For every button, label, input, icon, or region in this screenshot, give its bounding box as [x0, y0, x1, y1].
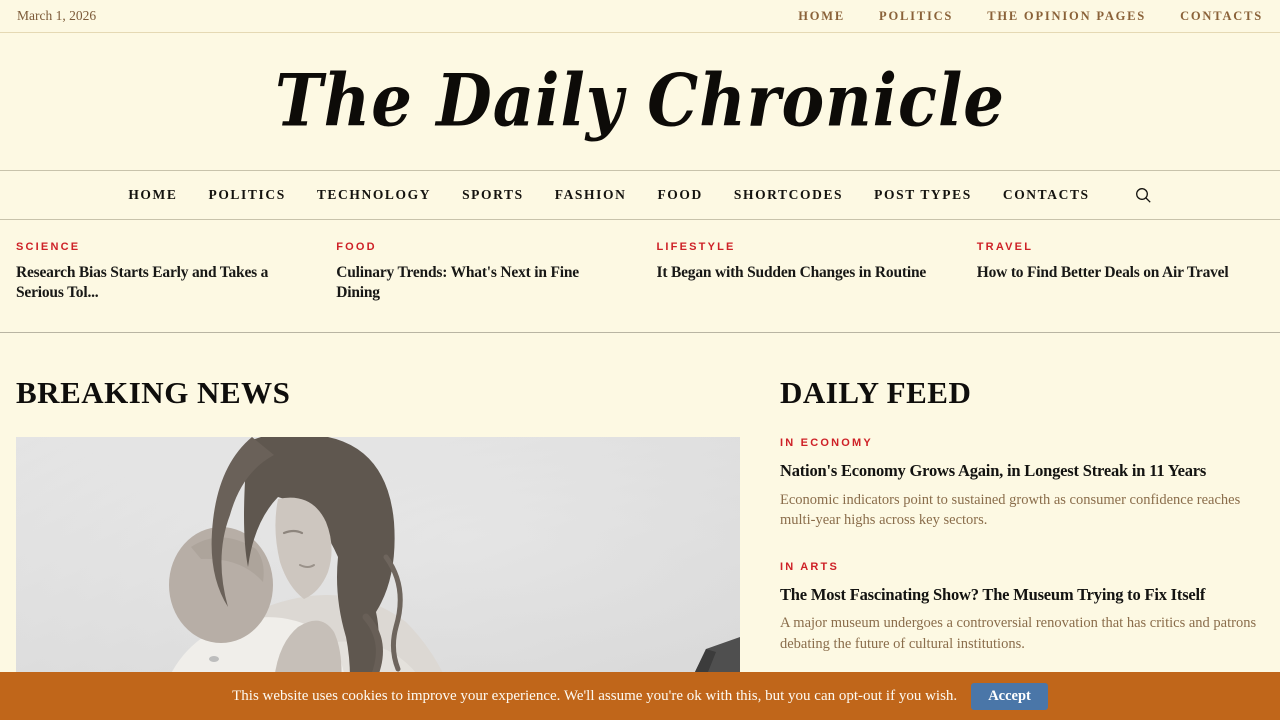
feed-category[interactable]: IN ARTS — [780, 560, 839, 573]
feed-excerpt: Economic indicators point to sustained growth as consumer confidence reaches multi-year highs across key sectors. — [780, 491, 1241, 529]
nav-item-fashion[interactable]: FASHION — [554, 187, 627, 202]
teaser-food — [336, 241, 623, 332]
nav-item-shortcodes[interactable]: SHORTCODES — [733, 187, 844, 202]
teaser-headline[interactable]: Research Bias Starts Early and Takes a Serious Tol... — [16, 264, 269, 301]
feed-item-arts — [780, 561, 1264, 655]
teaser-headline[interactable]: Culinary Trends: What's Next in Fine Dining — [336, 264, 579, 301]
nav-item-food[interactable]: FOOD — [657, 187, 703, 202]
site-logo-title[interactable]: The Daily Chronicle — [275, 59, 1005, 144]
daily-feed-list — [780, 437, 1264, 655]
teaser-category[interactable]: LIFESTYLE — [656, 241, 736, 253]
cookie-message: This website uses cookies to improve your experience. We'll assume you're ok with this, but you can opt-out if you wish. — [232, 687, 958, 704]
accept-cookies-button[interactable]: Accept — [971, 683, 1048, 710]
teaser-lifestyle — [657, 241, 944, 332]
daily-feed-section — [780, 375, 1264, 720]
current-date: March 1, 2026 — [17, 8, 97, 23]
secondary-nav — [798, 9, 1263, 24]
cookie-consent-bar — [0, 672, 1280, 720]
feed-headline[interactable]: Nation's Economy Grows Again, in Longest Streak in 11 Years — [780, 461, 1207, 480]
topbar-link-politics[interactable]: POLITICS — [879, 8, 954, 23]
topbar-link-contacts[interactable]: CONTACTS — [1180, 8, 1263, 23]
search-icon[interactable] — [1135, 187, 1152, 204]
nav-item-politics[interactable]: POLITICS — [208, 187, 286, 202]
teaser-travel — [977, 241, 1264, 332]
feed-item-economy — [780, 437, 1264, 531]
feed-excerpt: A major museum undergoes a controversial renovation that has critics and patrons debating the future of cultural institutions. — [780, 615, 1257, 652]
nav-item-home[interactable]: HOME — [128, 187, 178, 202]
teaser-category[interactable]: TRAVEL — [976, 241, 1034, 253]
breaking-news-heading: BREAKING NEWS — [16, 375, 291, 410]
teaser-headline[interactable]: It Began with Sudden Changes in Routine — [656, 264, 927, 281]
nav-item-contacts[interactable]: CONTACTS — [1002, 187, 1090, 202]
teaser-science — [16, 241, 303, 332]
topbar-link-opinion-pages[interactable]: THE OPINION PAGES — [987, 8, 1147, 23]
masthead — [0, 33, 1280, 170]
breaking-news-section — [16, 375, 740, 720]
nav-item-post-types[interactable]: POST TYPES — [874, 187, 972, 202]
main-nav — [0, 170, 1280, 220]
teaser-category[interactable]: SCIENCE — [16, 241, 81, 253]
daily-feed-heading: DAILY FEED — [780, 375, 972, 410]
nav-item-sports[interactable]: SPORTS — [462, 187, 524, 202]
feed-category[interactable]: IN ECONOMY — [780, 437, 873, 449]
topbar-link-home[interactable]: HOME — [798, 8, 846, 23]
main-content — [0, 333, 1280, 720]
teaser-category[interactable]: FOOD — [336, 241, 377, 253]
feed-headline[interactable]: The Most Fascinating Show? The Museum Trying to Fix Itself — [780, 584, 1206, 604]
teaser-headline[interactable]: How to Find Better Deals on Air Travel — [976, 264, 1229, 281]
nav-item-technology[interactable]: TECHNOLOGY — [316, 187, 432, 202]
top-bar — [0, 0, 1280, 33]
top-stories-strip — [0, 220, 1280, 333]
